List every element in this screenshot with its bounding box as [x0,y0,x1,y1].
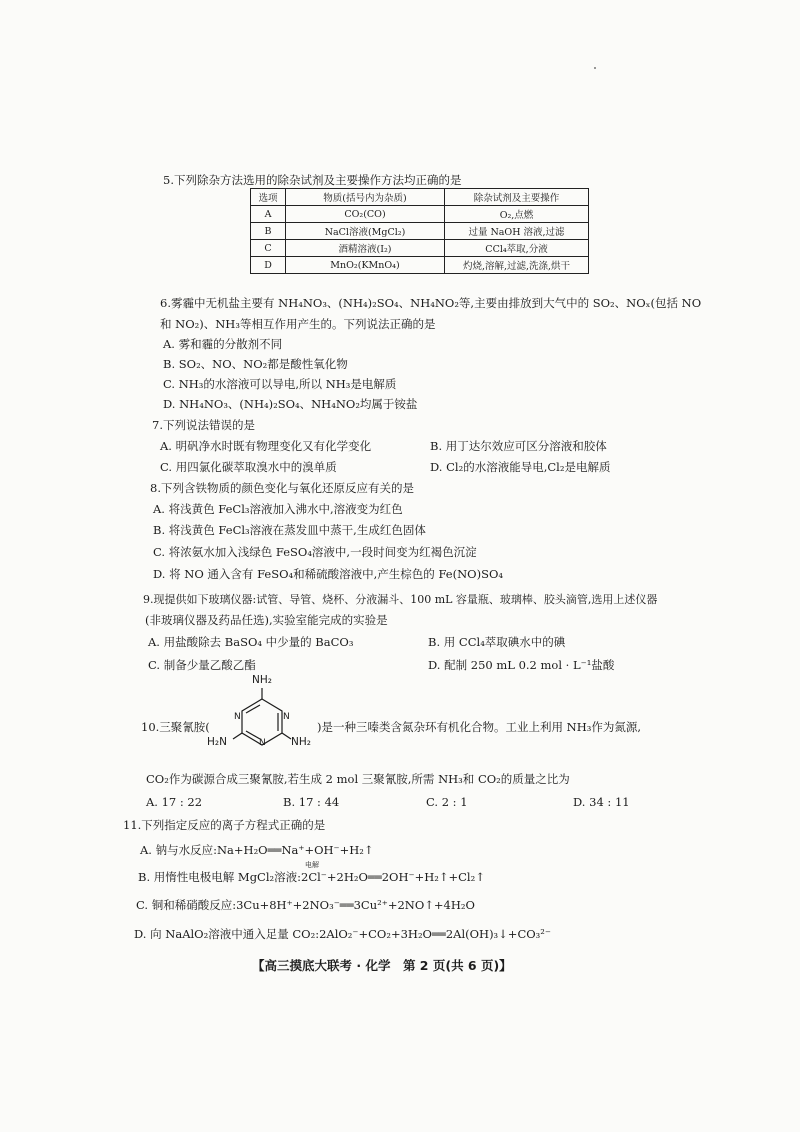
table-cell: B [251,223,286,240]
melamine-structure [205,676,320,756]
q7-option-d: D. Cl₂的水溶液能导电,Cl₂是电解质 [430,460,611,474]
q7-stem: 7.下列说法错误的是 [152,418,255,432]
q7-option-c: C. 用四氯化碳萃取溴水中的溴单质 [160,460,337,474]
q10-option-b: B. 17 : 44 [283,795,340,809]
q7-option-a: A. 明矾净水时既有物理变化又有化学变化 [160,439,372,453]
q9-stem-line2: (非玻璃仪器及药品任选),实验室能完成的实验是 [145,613,388,627]
q9-stem-line1: 9.现提供如下玻璃仪器:试管、导管、烧杯、分液漏斗、100 mL 容量瓶、玻璃棒、胶头滴管,选用上述仪器 [143,593,658,606]
q10-stem-part1: 10.三聚氰胺( [141,720,210,734]
q8-stem: 8.下列含铁物质的颜色变化与氧化还原反应有关的是 [150,481,414,495]
q5-stem: 5.下列除杂方法选用的除杂试剂及主要操作方法均正确的是 [163,173,462,187]
q11-option-c: C. 铜和稀硝酸反应:3Cu+8H⁺+2NO₃⁻══3Cu²⁺+2NO↑+4H₂O [136,898,475,912]
table-cell: CO₂(CO) [286,206,445,223]
q10-stem-line2: CO₂作为碳源合成三聚氰胺,若生成 2 mol 三聚氰胺,所需 NH₃和 CO₂的质量之比为 [146,772,570,786]
q9-option-b: B. 用 CCl₄萃取碘水中的碘 [428,635,566,649]
q8-option-c: C. 将浓氨水加入浅绿色 FeSO₄溶液中,一段时间变为红褐色沉淀 [153,545,477,559]
table-header-cell: 物质(括号内为杂质) [286,189,445,206]
q9-option-a: A. 用盐酸除去 BaSO₄ 中少量的 BaCO₃ [148,635,354,649]
q6-stem-line2: 和 NO₂)、NH₃等相互作用产生的。下列说法正确的是 [160,317,436,331]
table-cell: O₂,点燃 [445,206,589,223]
table-cell: 灼烧,溶解,过滤,洗涤,烘干 [445,257,589,274]
table-row [251,223,589,240]
table-cell: 过量 NaOH 溶液,过滤 [445,223,589,240]
q10-option-c: C. 2 : 1 [426,795,468,809]
electrolysis-label: 电解 [305,861,319,869]
q6-option-c: C. NH₃的水溶液可以导电,所以 NH₃是电解质 [163,377,397,391]
melamine-ring-n: N [234,712,241,722]
melamine-ring-n: N [259,738,266,748]
q10-option-d: D. 34 : 11 [573,795,630,809]
q9-option-c: C. 制备少量乙酸乙酯 [148,658,256,672]
q10-stem-part2: )是一种三嗪类含氮杂环有机化合物。工业上利用 NH₃作为氮源, [317,720,641,734]
table-row [251,240,589,257]
q8-option-b: B. 将浅黄色 FeCl₃溶液在蒸发皿中蒸干,生成红色固体 [153,523,426,537]
melamine-ring-n: N [283,712,290,722]
q11-option-b: B. 用惰性电极电解 MgCl₂溶液:2Cl⁻+2H₂O══2OH⁻+H₂↑+Cl₂↑ [138,870,485,884]
scan-speck [594,67,596,69]
q9-option-d: D. 配制 250 mL 0.2 mol · L⁻¹盐酸 [428,658,615,672]
q5-table [250,188,589,274]
q7-option-b: B. 用丁达尔效应可区分溶液和胶体 [430,439,607,453]
q6-option-a: A. 雾和霾的分散剂不同 [163,337,283,351]
table-cell: 酒精溶液(I₂) [286,240,445,257]
q6-stem-line1: 6.雾霾中无机盐主要有 NH₄NO₃、(NH₄)₂SO₄、NH₄NO₂等,主要由排放到大气中的 SO₂、NOₓ(包括 NO [160,296,702,310]
table-cell: A [251,206,286,223]
melamine-nh2-top: NH₂ [252,674,272,686]
table-header-cell: 选项 [251,189,286,206]
melamine-nh2-right: NH₂ [291,736,311,748]
q8-option-d: D. 将 NO 通入含有 FeSO₄和稀硫酸溶液中,产生棕色的 Fe(NO)SO₄ [153,567,503,581]
table-cell: MnO₂(KMnO₄) [286,257,445,274]
table-header-row [251,189,589,206]
q11-option-a: A. 钠与水反应:Na+H₂O══Na⁺+OH⁻+H₂↑ [140,843,374,857]
table-cell: D [251,257,286,274]
q11-stem: 11.下列指定反应的离子方程式正确的是 [123,818,326,832]
table-header-cell: 除杂试剂及主要操作 [445,189,589,206]
page-footer: 【高三摸底大联考 · 化学 第 2 页(共 6 页)】 [252,958,512,973]
table-cell: CCl₄萃取,分液 [445,240,589,257]
table-row [251,206,589,223]
table-cell: C [251,240,286,257]
q8-option-a: A. 将浅黄色 FeCl₃溶液加入沸水中,溶液变为红色 [153,502,403,516]
melamine-nh2-left: H₂N [207,736,227,748]
table-cell: NaCl溶液(MgCl₂) [286,223,445,240]
q6-option-d: D. NH₄NO₃、(NH₄)₂SO₄、NH₄NO₂均属于铵盐 [163,397,418,411]
q6-option-b: B. SO₂、NO、NO₂都是酸性氧化物 [163,357,348,371]
table-row [251,257,589,274]
q11-option-d: D. 向 NaAlO₂溶液中通入足量 CO₂:2AlO₂⁻+CO₂+3H₂O══2Al(OH)₃↓+CO₃²⁻ [134,927,551,941]
q10-option-a: A. 17 : 22 [146,795,203,809]
